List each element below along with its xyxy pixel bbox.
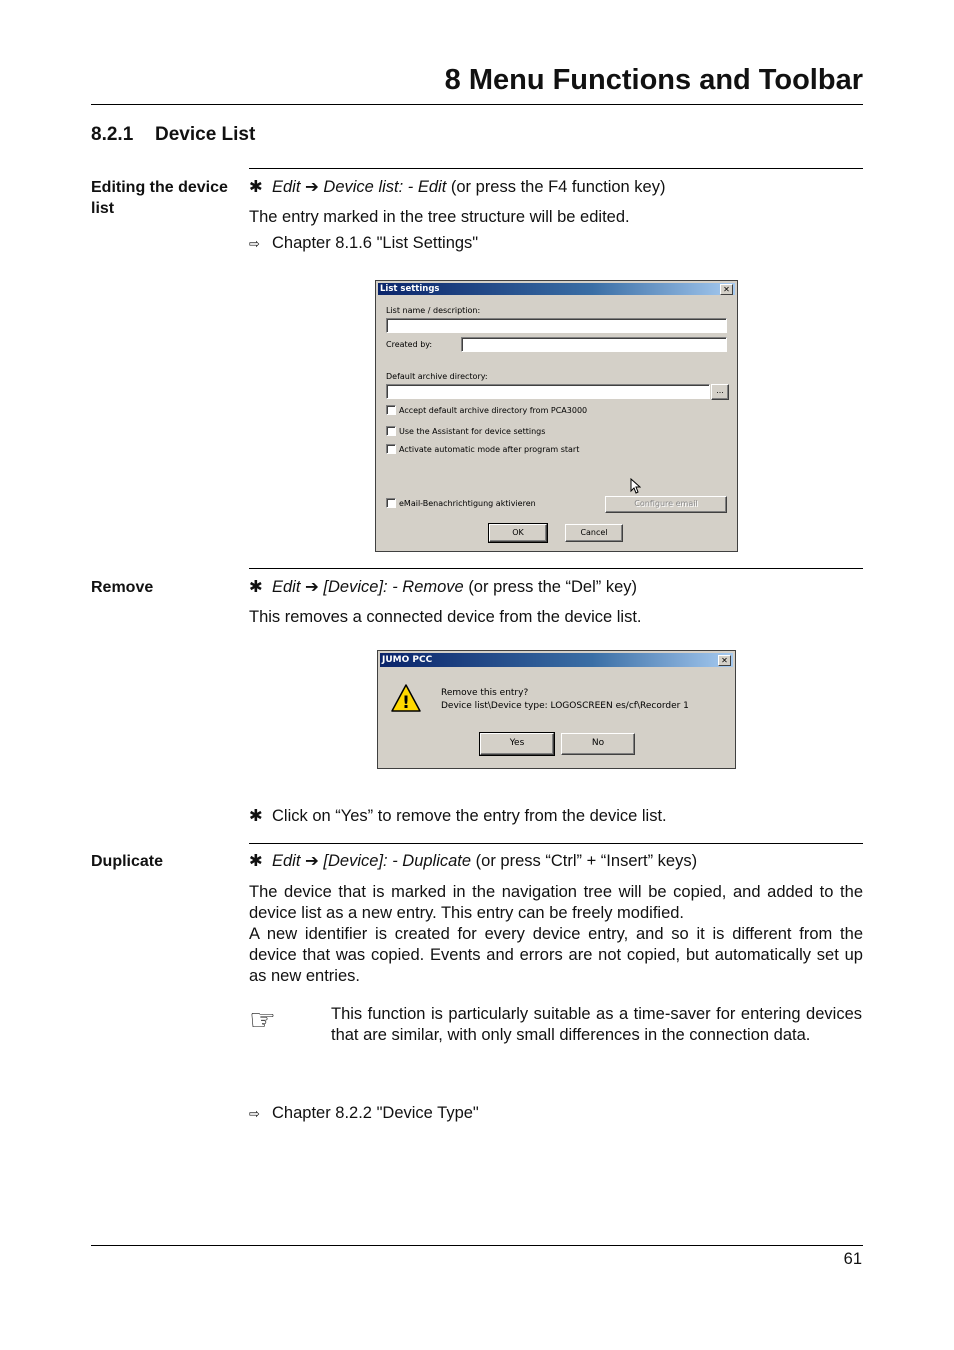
header-rule — [91, 104, 863, 105]
step-star-icon: ✱ — [249, 807, 263, 825]
accept-archive-label: Accept default archive directory from PCA3000 — [399, 406, 588, 415]
section-rule-editing — [249, 168, 863, 169]
duplicate-menu-step — [249, 851, 697, 872]
duplicate-note: This function is particularly suitable as a time-saver for entering devices that are similar, with only small differences in the connection data. — [331, 1005, 862, 1044]
dialog-title: List settings — [380, 284, 440, 294]
section-title: Device List — [155, 124, 256, 145]
side-label-editing: Editing the device list — [91, 179, 228, 217]
section-rule-duplicate — [249, 843, 863, 844]
editing-menu-step — [249, 177, 665, 198]
remove-menu-suffix: (or press the “Del” key) — [468, 578, 638, 596]
editing-menu-path: Edit ➔ Device list: - Edit — [272, 178, 447, 196]
duplicate-menu-path: Edit ➔ [Device]: - Duplicate — [272, 852, 472, 870]
side-label-duplicate: Duplicate — [91, 853, 164, 870]
editing-reference — [249, 233, 478, 254]
dialog-title-bar — [380, 653, 733, 667]
ok-button[interactable]: OK — [489, 524, 547, 542]
step-star-icon: ✱ — [249, 178, 263, 196]
duplicate-paragraph-2: A new identifier is created for every device entry, and so it is different from the device that was copied. Events and errors are not copied, but automatically set up as new entries. — [249, 925, 863, 985]
section-number: 8.2.1 — [91, 124, 134, 145]
automatic-mode-label: Activate automatic mode after program start — [399, 445, 580, 454]
section-heading — [91, 124, 255, 146]
reference-arrow-icon: ⇨ — [249, 236, 260, 251]
remove-description: This removes a connected device from the device list. — [249, 608, 642, 626]
configure-email-button[interactable]: Configure email — [605, 496, 727, 513]
confirm-dialog — [377, 650, 736, 769]
page-number: 61 — [843, 1250, 862, 1268]
side-label-remove: Remove — [91, 579, 154, 596]
dialog-title-bar — [378, 283, 735, 295]
list-name-input[interactable] — [386, 318, 727, 333]
list-name-label: List name / description: — [386, 306, 481, 315]
remove-instruction-text: Click on “Yes” to remove the entry from the device list. — [272, 807, 667, 825]
confirm-message-line1: Remove this entry? — [441, 688, 529, 698]
email-notification-checkbox[interactable] — [386, 498, 396, 508]
no-button[interactable]: No — [561, 733, 635, 755]
warning-glyph: ! — [402, 693, 410, 713]
accept-archive-checkbox[interactable] — [386, 405, 396, 415]
chapter-title: 8 Menu Functions and Toolbar — [444, 64, 863, 96]
browse-button[interactable]: ... — [711, 384, 729, 400]
close-icon[interactable]: ✕ — [718, 655, 731, 666]
footer-rule — [91, 1245, 863, 1246]
warning-icon — [390, 683, 422, 713]
duplicate-paragraph-1: The device that is marked in the navigation tree will be copied, and added to the device list as a new entry. This entry can be freely modified. — [249, 883, 863, 922]
reference-arrow-icon: ⇨ — [249, 1106, 260, 1121]
editing-menu-suffix: (or press the F4 function key) — [450, 178, 666, 196]
editing-reference-text: Chapter 8.1.6 "List Settings" — [272, 234, 479, 252]
duplicate-reference — [249, 1103, 479, 1124]
remove-menu-path: Edit ➔ [Device]: - Remove — [272, 578, 464, 596]
archive-directory-input[interactable] — [386, 384, 710, 399]
created-by-input[interactable] — [461, 337, 727, 352]
duplicate-reference-text: Chapter 8.2.2 "Device Type" — [272, 1104, 479, 1122]
archive-directory-label: Default archive directory: — [386, 372, 488, 381]
dialog-title: JUMO PCC — [382, 655, 433, 665]
remove-menu-step — [249, 577, 637, 598]
remove-instruction — [249, 806, 667, 827]
created-by-label: Created by: — [386, 340, 433, 349]
close-icon[interactable]: ✕ — [720, 284, 733, 295]
section-rule-remove — [249, 568, 863, 569]
cancel-button[interactable]: Cancel — [565, 524, 623, 542]
email-notification-label: eMail-Benachrichtigung aktivieren — [399, 499, 536, 508]
step-star-icon: ✱ — [249, 852, 263, 870]
automatic-mode-checkbox[interactable] — [386, 444, 396, 454]
assistant-label: Use the Assistant for device settings — [399, 427, 546, 436]
assistant-checkbox[interactable] — [386, 426, 396, 436]
step-star-icon: ✱ — [249, 578, 263, 596]
mouse-cursor-icon — [630, 478, 641, 494]
duplicate-menu-suffix: (or press “Ctrl” + “Insert” keys) — [475, 852, 698, 870]
list-settings-dialog — [375, 280, 738, 552]
confirm-message-line2: Device list\Device type: LOGOSCREEN es/cf\Recorder 1 — [441, 701, 689, 711]
editing-description: The entry marked in the tree structure will be edited. — [249, 208, 630, 226]
yes-button[interactable]: Yes — [480, 733, 554, 755]
pointing-hand-icon: ☞ — [249, 1004, 276, 1037]
